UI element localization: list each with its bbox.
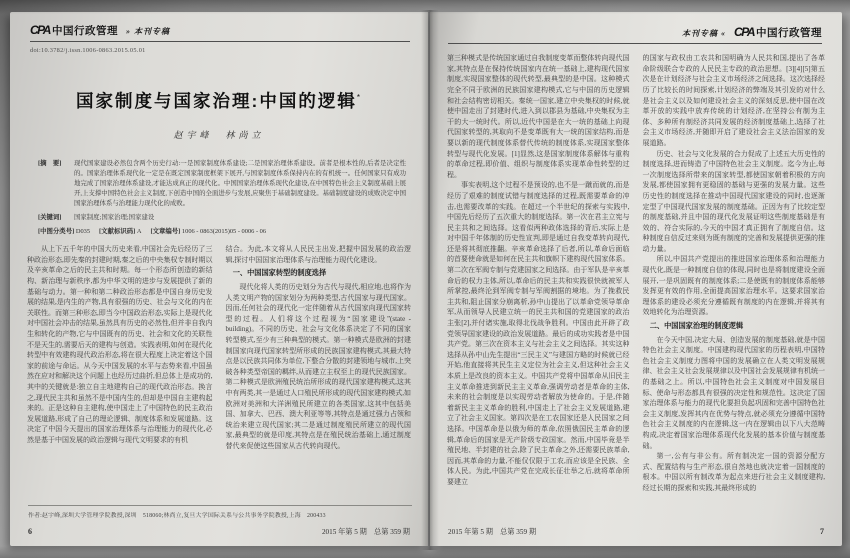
paragraph-continuation: 的国家与政权由工农共和国明确为人民共和国,提出了各革命阶级联合专政的人民民主专政的政治思想。[3][4][5]第五次是在计划经济与社会主义市场经济之间选择。这次选择经历了比较长的时间探索,计划经济的弊端及其引发的对什么是社会主义以及如何建设社会主义的深刻反思,使中国在改革开放的实践中放弃传统的计划经济,在坚持公有制为主体、多种所有制经济共同发展的经济制度基础上,选择了社会主义市场经济,并随即开启了建设社会主义法治国家的发展道路。 xyxy=(642,54,825,147)
journal-logo: CPA xyxy=(30,23,50,37)
left-page-header xyxy=(10,12,428,38)
article-id-value: 1006 - 0863(2015)05 - 0006 - 06 xyxy=(181,228,267,236)
article-title xyxy=(10,88,428,113)
paragraph: 在今天中国,决定大局、创造发展的制度基础,就是中国特色社会主义制度。中国建构现代国家的历程表明,中国特色社会主义制度力图将中国的发展确立在人类文明发展规律、社会主义社会发展规律以及中国社会发展规律有机统一的基础之上。所以,中国特色社会主义制度对中国发展目标、使命与形态都具有很强的决定性和规范性。这决定了国家治理体系与能力的现代化要担负起巩固和完善中国特色社会主义制度,发挥其内在优势与特点,就必须充分遵循中国特色社会主义制度的内在逻辑,这一内在逻辑由以下八大范畴构成,决定着国家治理体系现代化发展的基本价值与制度基础。 xyxy=(642,335,825,450)
article-title-text: 国家制度与国家治理:中国的逻辑 xyxy=(76,91,357,112)
paragraph-continuation: 第三种模式是传统国家通过自我制度变革而整体转向现代国家,其特点是在保持传统国家内在统一基础上,建构现代国家制度,实现国家整体的现代转型,最典型的是中国。这种模式完全不同于欧洲的民族国家建构模式,它与中国的历史逻辑和社会结构密切相关。秦统一国家,建立中央集权的时候,就使中国走出了封建时代,进入到以郡县为基础,中央集权为主干的大一统时代。所以,近代中国是在大一统的基础上向现代国家转型的,其取向不是变革既有大一统的国家结构,而是要以新的现代制度体系替代传统的制度体系,实现国家整体转型与现代化发展。[1]显然,这是国家制度体系解体与重构的革命过程,即价值、组织与制度体系实现革命性转型的过程。 xyxy=(447,54,630,179)
doc-code-value: A xyxy=(136,228,142,236)
abstract-text: 现代国家建设必然包含两个历史行动:一是国家制度体系建设;二是国家治理体系建设。前者是根本性的,后者是决定性的。国家治理体系现代化一定是在既定国家制度框架下展开,与国家制度体系保持内在的有机统一。任何国家只有成功地完成了国家治理体系建设,才能达成真正的现代化。中国国家治理体系现代化建设,在中国特色社会主义制度基础上展开,上支撑中国特色社会主义制度,下创造中国的全面进步与发展,应聚焦于基础制度建设。基础制度建设的成败决定中国国家治理体系与治理能力现代化的成败。 xyxy=(74,160,406,208)
keywords-label: [关键词] xyxy=(38,214,62,222)
issue-info: 2015 年第 5 期 总第 359 期 xyxy=(321,528,410,536)
keywords-line xyxy=(38,213,406,223)
page-number: 7 xyxy=(820,527,824,536)
clc-label: [中图分类号] xyxy=(38,228,75,236)
paragraph: 所以,中国共产党提出的推进国家治理体系和治理能力现代化,既是一种制度自信的体现,同时也是将制度建设全面展开,一是巩固既有的制度体系;二是使既有的制度体系能够发挥更有效的作用,全面提高国家治理水平。这要求国家治理体系的建设必须充分遵循既有制度的内在逻辑,并将其有效地转化为治理资源。 xyxy=(642,255,825,317)
left-page xyxy=(10,12,428,546)
doi-line: doi:10.3782/j.issn.1006-0863.2015.05.01 xyxy=(30,47,146,55)
clc-value: D035 xyxy=(75,228,91,236)
section-heading-1: 一、中国国家转型的制度选择 xyxy=(232,268,327,278)
classification-line xyxy=(38,226,406,235)
photo-shadow-bottom xyxy=(0,546,850,558)
article-id-label: [文章编号] xyxy=(150,228,181,236)
paragraph: 从上下五千年的中国大历史来看,中国社会先后经历了三种政治形态,即先秦的封建时期,秦之后的中央集权专制时期以及辛亥革命之后的民主共和时期。每一个形态所创造的新结构、新治理与新秩序,都为中华文明的进步与发展提供了新的基础与动力。第一种和第二种政治形态都是中国自身历史发展的结果,是内生的产物,具有很强的历史、社会与文化的内在关联性。而第三种形态,即当今中国政治形态,实际上是现代化对中国社会冲击的结果,虽然具有历史的必然性,但并非自我内生和转化的产物,它与中国既有的历史、社会和文化的关联性不是天生的,需要后天的建构与创造。实践表明,如何在现代化转型中有效建构现代政治形态,将在很大程度上决定着这个国家的前途与命运。从今天中国发展的水平与态势来看,中国虽然在应对和解决这个问题上也经历过曲折,但总体上是成功的,其中的关键就是:独立自主地建构自己的现代政治形态。换言之,现代民主共和虽然不是中国内生的,但却是中国自主建构起来的。正是这种自主建构,使中国走上了中国特色的民主政治发展道路,形成了自己的理论逻辑、制度体系和发展道路。这决定了中国今天提出的国家治理体系与治理能力的现代化,必然是基于中国发展的政治逻辑与现代文明要求的有机 xyxy=(27,245,213,444)
paragraph: 第一,公有与非公有。所有制决定一国的资源分配方式、配置结构与生产形态,很自然地也就决定着一国制度的根本。中国以所有制改革为起点来进行社会主义制度建构,经过长期的探索和实践,其最终形成的 xyxy=(642,452,825,492)
section-marker: 本刊专稿 « xyxy=(682,29,727,38)
abstract-label: [摘 要] xyxy=(38,160,62,168)
footnote-rule xyxy=(28,505,412,506)
abstract-block xyxy=(38,159,406,209)
right-column-1 xyxy=(447,53,630,493)
paragraph: 事实表明,这个过程不是预设的,也不是一蹴而就的,而是经历了艰难的制度试错与制度选择的过程,既需要革命的冲击,也需要改革的实践。在超过一个半世纪的探索与实践中,中国先后经历了五次重大的制度选择。第一次在君主立宪与民主共和之间选择。这看似两种政体选择的背后,实际上是对中国千年体制的历史性宣判,即是通过自我变革转向现代,还是将其彻底推翻。辛亥革命选择了后者,所以,革命后面临的首要使命就是如何在民主共和旗帜下建构现代国家体系。第二次在军阀专制与党建国家之间选择。由于军队是辛亥革命后的权力主体,所以,革命后的民主共和实践很快就被军人所掌控,最终沦到军阀专制与军阀割据的境地。为了挽救民主共和,阻止国家分崩离析,孙中山提出了以革命党领导革命军,从而领导人民建立统一的民主共和国的党建国家的政治主张[2],并付诸实施,取得北伐战争胜利。中国由此开辟了政党领导国家建设的政治发展道路。最后的成功实践者是中国共产党。第三次在资本主义与社会主义之间选择。其实这种选择从孙中山先生提出“三民主义”与建国方略的时候就已经开始,他直接将其民生主义定位为社会主义,但这种社会主义本质上是改良的资本主义。中国共产党将中国革命从旧民主主义革命推进到新民主主义革命,强调劳动者是革命的主体,未来的社会制度是以实现劳动者解放为使命的。于是,伴随着新民主主义革命的胜利,中国走上了社会主义发展道路,建立了社会主义国家。第四次是在工农国家还是人民国家之间选择。中国革命是以俄为师的革命,依照俄国民主革命的逻辑,革命后的国家是无产阶级专政国家。然而,中国毕竟是半殖民地、半封建的社会,除了民主革命之外,还需要民族革命,因而,其革命的力量,不能仅仅限于工农,而应该是全民族、全体人民。为此,中国共产党在完成长征壮举之后,就将革命所要建立 xyxy=(447,181,630,486)
section-marker: » 本刊专稿 xyxy=(125,27,170,36)
paragraph-continuation: 结合。为此,本文将从人民民主出发,把握中国发展的政治逻辑,探讨中国国家治理体系与治理能力现代化建设。 xyxy=(225,245,411,264)
page-number: 6 xyxy=(28,527,32,536)
left-page-footer xyxy=(28,527,410,537)
paragraph: 历史、社会与文化发展的合力促成了上述五大历史性的制度选择,进而铸造了中国特色社会主义制度。迄今为止,每一次制度选择所带来的国家转型,都使国家朝着积极的方向发展,都使国家拥有更稳固的基础与更强的发展力量。这些历史性的制度选择在推动中国现代国家建设的同时,也逐渐定型了中国现代国家发展的制度基础。正因为有了比较定型的制度基础,并且中国的现代化发展证明这些制度基础是有效的、符合实际的,今天的中国才真正拥有了制度自信。这种制度自信反过来则为既有制度的完善和发展提供更强的推动力量。 xyxy=(642,149,825,253)
journal-logo: CPA xyxy=(734,25,754,39)
right-page xyxy=(430,12,842,546)
right-page-header xyxy=(430,12,842,40)
title-footnote-asterisk: * xyxy=(356,93,362,103)
left-column-1 xyxy=(27,244,213,451)
photo-shadow-top xyxy=(0,0,850,14)
right-page-columns xyxy=(430,53,842,493)
journal-name: 中国行政管理 xyxy=(51,25,118,37)
author-footnote: 作者:赵宇峰,深圳大学管理学院教授,深圳 518060;林尚立,复旦大学国际关系与公共事务学院教授,上海 200433 xyxy=(28,513,326,519)
issue-info: 2015 年第 5 期 总第 359 期 xyxy=(448,528,537,536)
left-page-columns xyxy=(10,244,428,451)
left-column-2 xyxy=(226,244,412,451)
paragraph: 现代化将人类的历史划分为古代与现代,相应地,也将作为人类文明产物的国家划分为两种类型,古代国家与现代国家。因而,任何社会的现代化一定伴随着从古代国家向现代国家转型的过程。人们将这个过程视为“国家建设”(state - building)。不同的历史、社会与文化体系决定了不同的国家转型模式,至少有三种典型的模式。第一种模式是欧洲的封建制国家向现代国家转型所形成的民族国家建构模式,其最大特点是以民族共同体为单位,下整合分散的封建领地与城市,上突破各种类型帝国的羁绊,从而建立主权至上的现代民族国家。第二种模式是欧洲殖民统治所形成的现代国家建构模式,这其中有两类,其一是通过人口殖民所形成的现代国家建构模式,如欧洲对美洲和大洋洲殖民所建立的各类国家,这其中包括美国、加拿大、巴西、澳大利亚等等,其特点是通过强力占领和统治来建立现代国家;其二是通过制度殖民所建立的现代国家,最典型的就是印度,其特点是在殖民统治基础上,通过制度替代来促使这些国家从古代转向现代。 xyxy=(225,282,411,450)
header-rule xyxy=(448,43,822,44)
right-column-2 xyxy=(643,53,826,493)
article-authors: 赵宇峰 林尚立 xyxy=(173,130,265,141)
section-heading-2: 二、中国国家治理的制度逻辑 xyxy=(649,321,744,331)
right-page-footer xyxy=(448,527,824,537)
doc-code-label: [文献标识码] xyxy=(99,228,136,236)
journal-name: 中国行政管理 xyxy=(756,27,822,39)
keywords-text: 国家制度;国家治理;国家建设 xyxy=(74,214,155,222)
